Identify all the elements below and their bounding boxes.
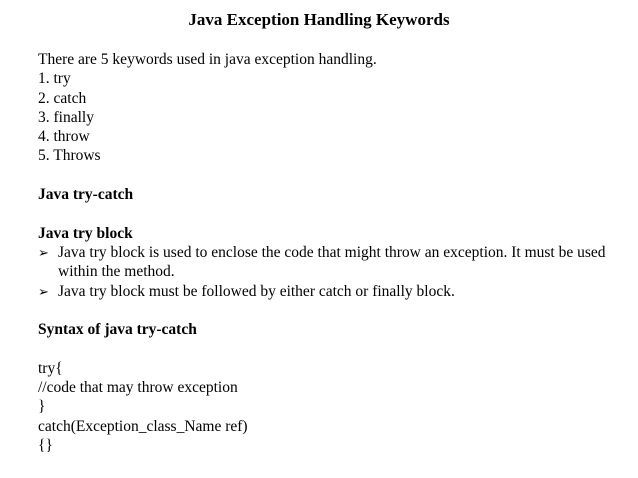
section-heading: Java try-catch: [38, 186, 134, 204]
code-line: }: [38, 398, 46, 416]
arrow-bullet-icon: ➢: [38, 244, 49, 260]
bullet-item: [38, 282, 608, 301]
syntax-heading: Syntax of java try-catch: [38, 321, 197, 339]
subheading: Java try block: [38, 224, 133, 242]
intro-text: There are 5 keywords used in java exception handling.: [38, 51, 377, 68]
keyword-item: 3. finally: [38, 108, 94, 126]
spacer: [38, 166, 608, 185]
arrow-bullet-icon: ➢: [38, 283, 49, 299]
keyword-item: 5. Throws: [38, 147, 101, 165]
spacer: [38, 204, 608, 223]
keyword-item: 2. catch: [38, 89, 87, 107]
code-line: //code that may throw exception: [38, 379, 238, 397]
keyword-item: 1. try: [38, 70, 71, 88]
spacer: [38, 301, 608, 320]
code-line: {}: [38, 436, 53, 454]
bullet-text: Java try block is used to enclose the code that might throw an exception. It must be used within the method.: [58, 243, 606, 281]
keyword-item: 4. throw: [38, 128, 90, 146]
spacer: [38, 339, 608, 358]
bullet-item: [38, 243, 608, 282]
code-line: try{: [38, 359, 63, 377]
page-title: Java Exception Handling Keywords: [188, 10, 450, 29]
code-line: catch(Exception_class_Name ref): [38, 417, 248, 435]
slide-content: [38, 50, 608, 455]
bullet-text: Java try block must be followed by either catch or finally block.: [58, 282, 455, 300]
